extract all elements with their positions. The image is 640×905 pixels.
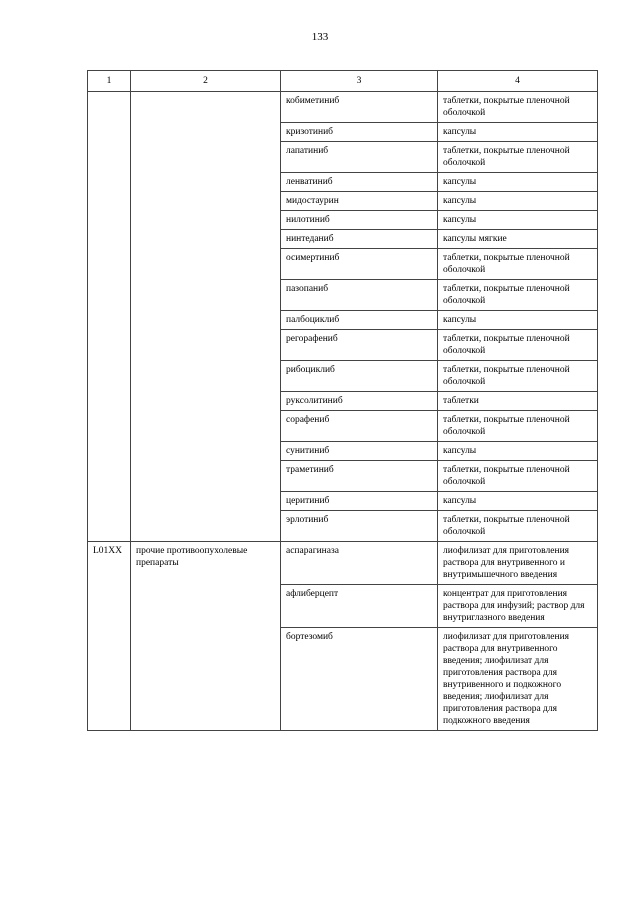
dosage-form-cell: капсулы: [438, 211, 598, 230]
drug-name-cell: ленватиниб: [281, 173, 438, 192]
dosage-form-cell: капсулы: [438, 173, 598, 192]
drug-name-cell: церитиниб: [281, 492, 438, 511]
drug-name-cell: мидостаурин: [281, 192, 438, 211]
drug-table: [87, 70, 598, 731]
column-header: 4: [438, 71, 598, 92]
code-cell: [88, 92, 131, 542]
dosage-form-cell: таблетки, покрытые пленочной оболочкой: [438, 411, 598, 442]
drug-name-cell: лапатиниб: [281, 142, 438, 173]
table-row: [88, 92, 598, 123]
dosage-form-cell: таблетки, покрытые пленочной оболочкой: [438, 461, 598, 492]
dosage-form-cell: капсулы: [438, 442, 598, 461]
table-body: [88, 92, 598, 731]
drug-name-cell: палбоциклиб: [281, 311, 438, 330]
drug-name-cell: осимертиниб: [281, 249, 438, 280]
drug-name-cell: руксолитиниб: [281, 392, 438, 411]
group-title-cell: прочие противоопухолевые препараты: [131, 542, 281, 731]
dosage-form-cell: капсулы: [438, 192, 598, 211]
drug-name-cell: нилотиниб: [281, 211, 438, 230]
drug-name-cell: бортезомиб: [281, 628, 438, 731]
dosage-form-cell: капсулы: [438, 492, 598, 511]
drug-name-cell: рибоциклиб: [281, 361, 438, 392]
dosage-form-cell: концентрат для приготовления раствора для инфузий; раствор для внутриглазного введения: [438, 585, 598, 628]
dosage-form-cell: капсулы мягкие: [438, 230, 598, 249]
dosage-form-cell: таблетки, покрытые пленочной оболочкой: [438, 330, 598, 361]
drug-name-cell: пазопаниб: [281, 280, 438, 311]
drug-name-cell: эрлотиниб: [281, 511, 438, 542]
drug-name-cell: сорафениб: [281, 411, 438, 442]
dosage-form-cell: таблетки, покрытые пленочной оболочкой: [438, 92, 598, 123]
drug-name-cell: кобиметиниб: [281, 92, 438, 123]
drug-name-cell: афлиберцепт: [281, 585, 438, 628]
dosage-form-cell: таблетки, покрытые пленочной оболочкой: [438, 280, 598, 311]
column-header: 3: [281, 71, 438, 92]
dosage-form-cell: таблетки, покрытые пленочной оболочкой: [438, 361, 598, 392]
group-cell: [131, 92, 281, 542]
drug-name-cell: регорафениб: [281, 330, 438, 361]
dosage-form-cell: таблетки, покрытые пленочной оболочкой: [438, 249, 598, 280]
dosage-form-cell: капсулы: [438, 311, 598, 330]
drug-name-cell: сунитиниб: [281, 442, 438, 461]
table-row: [88, 542, 598, 585]
drug-name-cell: траметиниб: [281, 461, 438, 492]
atc-code-cell: L01XX: [88, 542, 131, 731]
table-header-row: [88, 71, 598, 92]
drug-name-cell: кризотиниб: [281, 123, 438, 142]
drug-name-cell: аспарагиназа: [281, 542, 438, 585]
dosage-form-cell: лиофилизат для приготовления раствора для внутривенного и внутримышечного введения: [438, 542, 598, 585]
page-number: 133: [311, 31, 329, 43]
dosage-form-cell: таблетки: [438, 392, 598, 411]
dosage-form-cell: таблетки, покрытые пленочной оболочкой: [438, 142, 598, 173]
dosage-form-cell: капсулы: [438, 123, 598, 142]
column-header: 1: [88, 71, 131, 92]
dosage-form-cell: лиофилизат для приготовления раствора для внутривенного введения; лиофилизат для приготовления раствора для внутривенного и подкожного введения; лиофилизат для приготовления раствора для подкожного введения: [438, 628, 598, 731]
column-header: 2: [131, 71, 281, 92]
dosage-form-cell: таблетки, покрытые пленочной оболочкой: [438, 511, 598, 542]
drug-name-cell: нинтеданиб: [281, 230, 438, 249]
